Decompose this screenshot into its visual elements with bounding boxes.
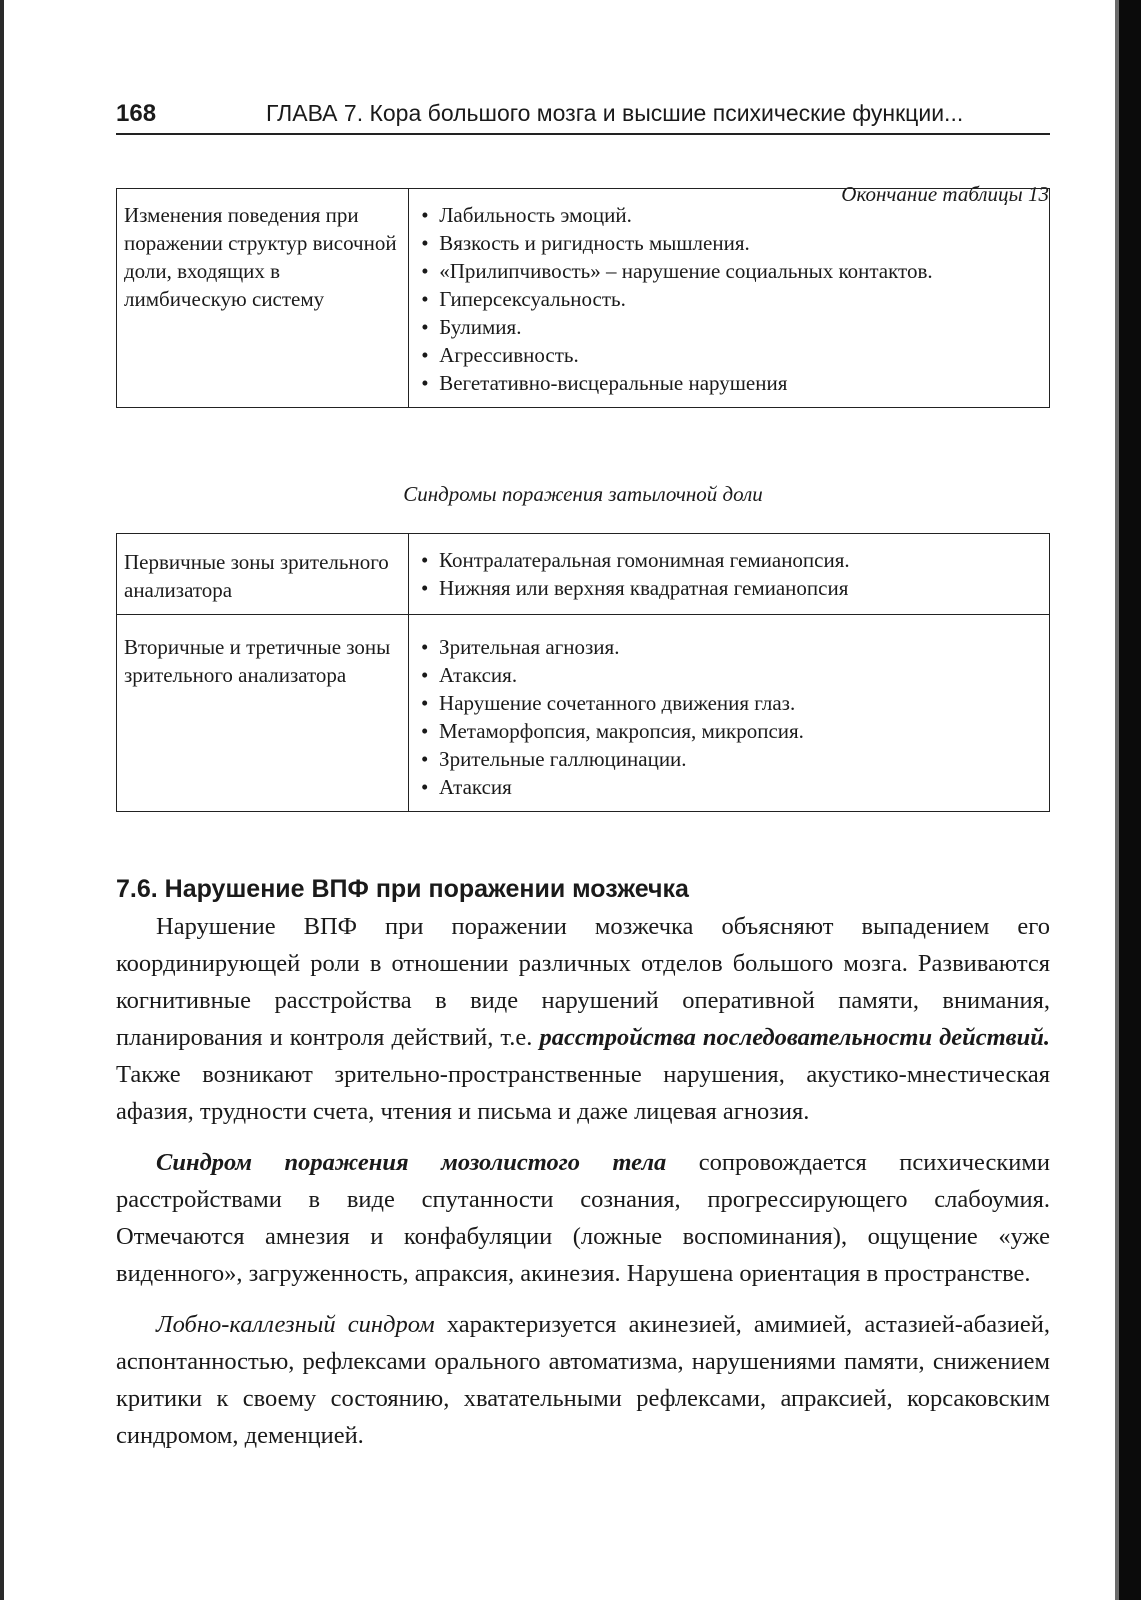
table-caption: Синдромы поражения затылочной доли: [403, 482, 763, 506]
list-item: • Булимия.: [419, 313, 1043, 341]
table-cell-right: [409, 534, 1050, 615]
section-heading: 7.6. Нарушение ВПФ при поражении мозжечка: [116, 875, 689, 903]
table-row: [117, 615, 1050, 812]
list-item: • Нижняя или верхняя квадратная гемианопсия: [419, 574, 1043, 602]
occipital-lobe-syndromes-table: [116, 533, 1050, 812]
emphasized-term: Лобно-каллезный синдром: [156, 1311, 435, 1338]
paragraph-text: характеризуется акинезией, амимией, астазией-абазией, аспонтанностью, рефлексами орального автоматизма, нарушениями памяти, снижением критики к своему состоянию, хватательными рефлексами, апраксией, корсаковским синдромом, деменцией.: [116, 1311, 1051, 1449]
table-cell-left: Первичные зоны зрительного анализатора: [117, 534, 409, 615]
section-body: [116, 908, 1050, 1468]
list-item: • Зрительные галлюцинации.: [419, 745, 1043, 773]
paragraph: [116, 908, 1050, 1130]
table-cell-left: Вторичные и третичные зоны зрительного анализатора: [117, 615, 409, 812]
page-number: 168: [116, 100, 157, 127]
list-item: • Лабильность эмоций.: [419, 201, 1043, 229]
list-item: • Контралатеральная гомонимная гемианопсия.: [419, 546, 1043, 574]
bullet-list: [419, 546, 1043, 602]
list-item: • Вегетативно-висцеральные нарушения: [419, 369, 1043, 397]
paragraph: [116, 1144, 1050, 1292]
header-rule: [116, 133, 1050, 135]
list-item: • Агрессивность.: [419, 341, 1043, 369]
list-item: • Зрительная агнозия.: [419, 633, 1043, 661]
list-item: • Атаксия.: [419, 661, 1043, 689]
emphasized-term: расстройства последовательности действий.: [539, 1024, 1051, 1051]
scan-left-edge: [0, 0, 4, 1600]
list-item: • Нарушение сочетанного движения глаз.: [419, 689, 1043, 717]
running-head: ГЛАВА 7. Кора большого мозга и высшие психические функции...: [266, 100, 964, 126]
table-cell-left: Изменения поведения при поражении структур височной доли, входящих в лимбическую систему: [117, 189, 409, 408]
table-row: [117, 534, 1050, 615]
table-row: [117, 189, 1050, 408]
page-header: [116, 100, 1050, 134]
table-cell-right: [409, 189, 1050, 408]
paragraph-text: Также возникают зрительно-пространственные нарушения, акустико-мнестическая афазия, трудности счета, чтения и письма и даже лицевая агнозия.: [116, 1061, 1050, 1125]
scan-right-edge: [1119, 0, 1141, 1600]
table-13-continuation: [116, 188, 1050, 408]
bullet-list: [419, 201, 1043, 397]
paragraph-text: сопровождается психическими расстройствами в виде спутанности сознания, прогрессирующего слабоумия. Отмечаются амнезия и конфабуляции (ложные воспоминания), ощущение «уже виденного», загруженность, апраксия, акинезия. Нарушена ориентация в пространстве.: [116, 1149, 1051, 1287]
table-continuation-label: Окончание таблицы 13: [841, 182, 1049, 206]
list-item: • Атаксия: [419, 773, 1043, 801]
table-cell-right: [409, 615, 1050, 812]
paragraph: [116, 1306, 1050, 1454]
bullet-list: [419, 633, 1043, 801]
emphasized-term: Синдром поражения мозолистого тела: [156, 1149, 667, 1176]
list-item: • Метаморфопсия, макропсия, микропсия.: [419, 717, 1043, 745]
paragraph-text: Нарушение ВПФ при поражении мозжечка объясняют выпадением его координирующей роли в отношении различных отделов большого мозга. Развиваются когнитивные расстройства в виде нарушений оперативной памяти, внимания, планирования и контроля действий, т.е.: [116, 913, 1050, 1051]
list-item: • Гиперсексуальность.: [419, 285, 1043, 313]
list-item: • Вязкость и ригидность мышления.: [419, 229, 1043, 257]
list-item: • «Прилипчивость» – нарушение социальных контактов.: [419, 257, 1043, 285]
